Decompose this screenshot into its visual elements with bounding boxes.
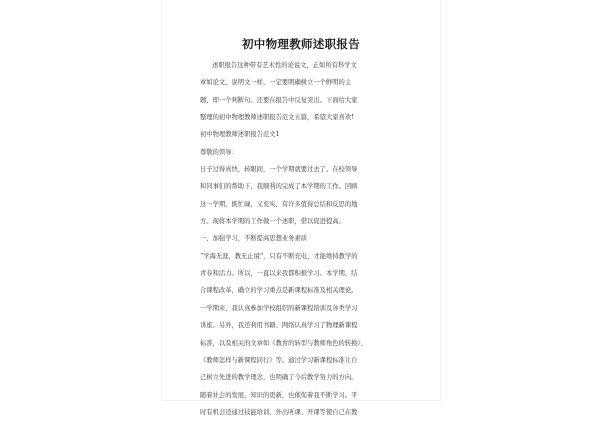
paragraph-line: 标准，以及相关的文章如《教育的转型与教师角色的转换》、 bbox=[200, 339, 367, 347]
paragraph-line: 和同事们的帮助下，我顺利的完成了本学期的工作。回顾 bbox=[200, 183, 358, 191]
paragraph-line: 《教师怎样与新课程同行》等。通过学习新课程标准让自 bbox=[200, 356, 358, 364]
paragraph-line: 讲座。另外，我还利用书籍、网络认真学习了物理新课程 bbox=[200, 322, 358, 330]
document-page bbox=[162, 0, 440, 416]
paragraph-line: 初中物理教师述职报告范文1 bbox=[200, 131, 280, 139]
paragraph-line: 章如论文、说明文一样，一定要明确树立一个鲜明的主 bbox=[200, 79, 352, 87]
paragraph-line: 日子过得真快，转眼间，一个学期就要过去了。在校领导 bbox=[200, 166, 358, 174]
document-title: 初中物理教师述职报告 bbox=[242, 37, 360, 51]
paragraph-line: 述职报告这种带有艺术性的论说文，正如所有科学文 bbox=[212, 62, 357, 69]
paragraph-line: 整理的初中物理教师述职报告范文五篇，希望大家喜欢! bbox=[200, 114, 354, 122]
paragraph-line: 己树立先进的教学理念，也明确了今后教学努力的方向。 bbox=[200, 374, 358, 382]
paragraph-line: 一、加强学习，不断提高思想业务素质 bbox=[200, 235, 308, 243]
paragraph-line: 随着社会的发展，知识的更新，也催促着我不断学习。平 bbox=[200, 391, 358, 399]
document-body bbox=[200, 57, 408, 421]
paragraph-line: 方。现将本学期的工作做一个述职，借以促进提高。 bbox=[200, 218, 345, 226]
paragraph-line: 青春和活力。所以，一直以来我都积极学习。本学期，结 bbox=[200, 270, 358, 278]
paragraph-line: 题，即一个判断句。还要在报告中反复突出。下面给大家 bbox=[200, 96, 358, 104]
paragraph-line: 这一学期，既忙碌，又充实，有许多值得总结和反思的地 bbox=[200, 200, 358, 208]
paragraph-line: 尊敬的领导： bbox=[200, 148, 238, 156]
paragraph-line: “学海无涯，教无止境”，只有不断充电，才能维持教学的 bbox=[200, 252, 358, 260]
paragraph-line: 合课程改革，确立的学习重点是新课程标准及相关理论。 bbox=[200, 287, 358, 295]
paragraph-line: 一学期来，我认真参加学校组织的新课程培训及各类学习 bbox=[200, 304, 358, 312]
paragraph-line: 时有机会还通过技能培训、外出听课、开课等使自己在教 bbox=[200, 408, 358, 416]
